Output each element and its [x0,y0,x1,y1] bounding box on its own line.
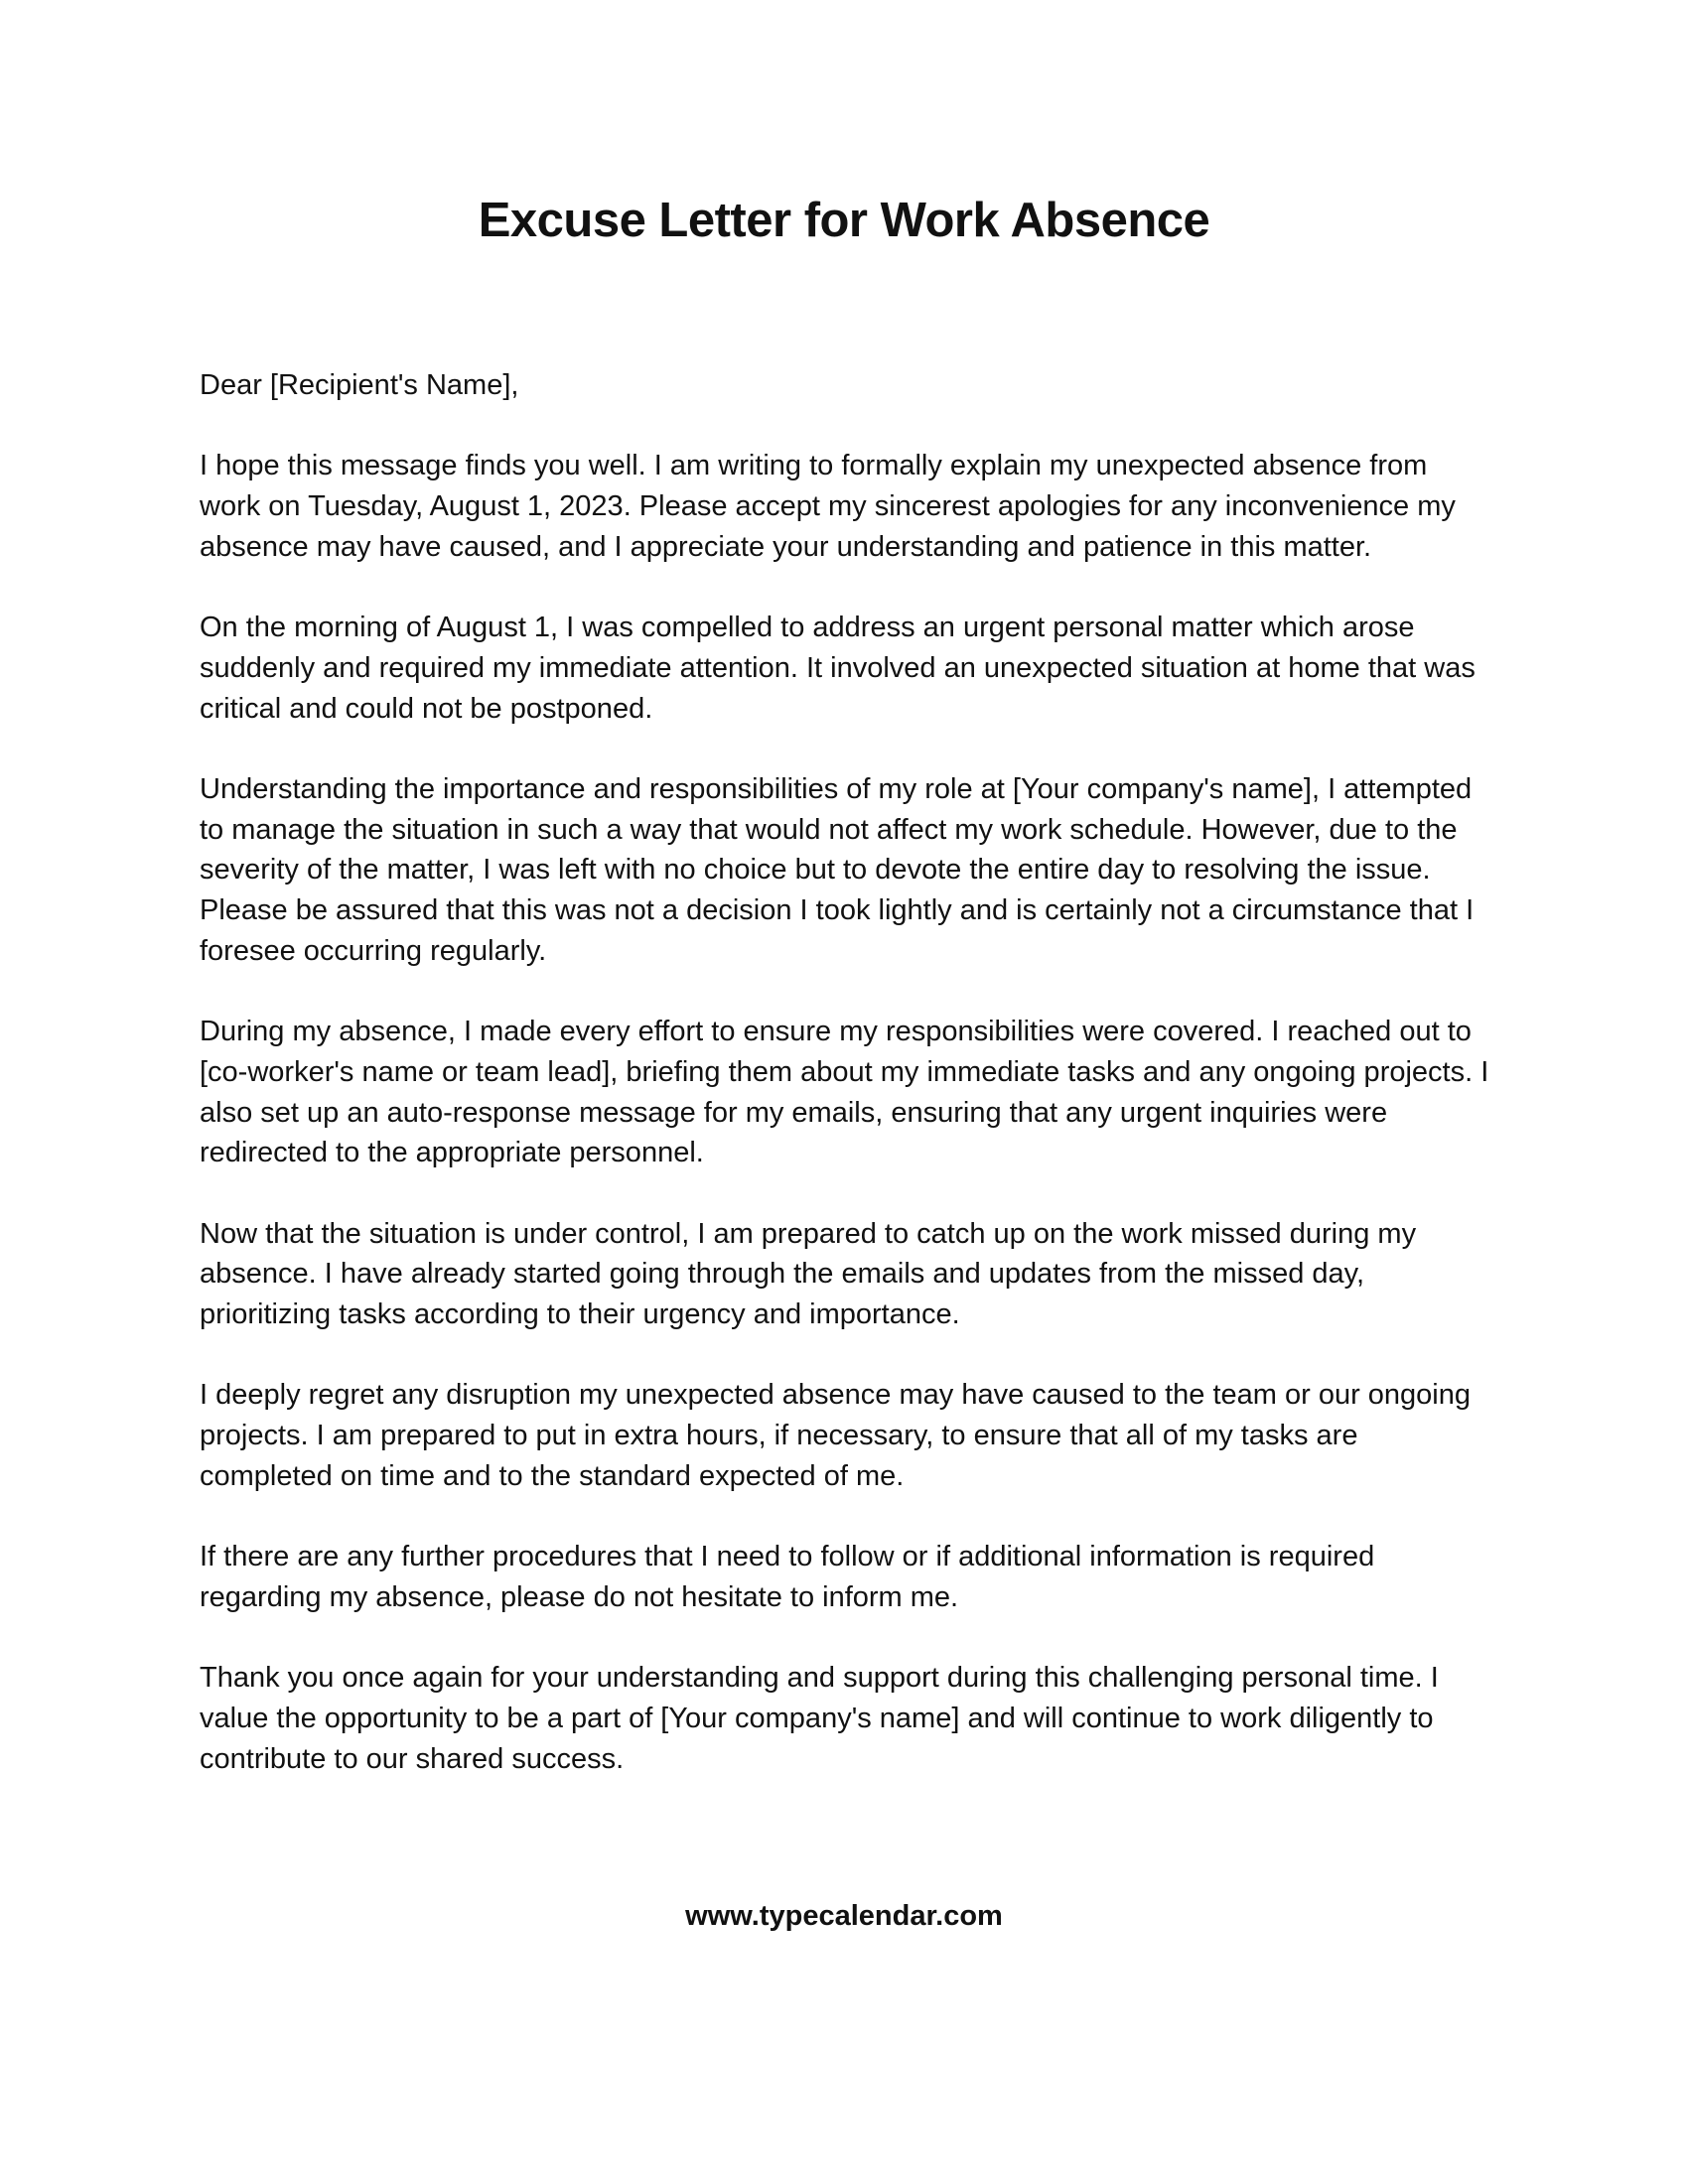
paragraph-2: On the morning of August 1, I was compelled to address an urgent personal matter which arose suddenly and required my immediate attention. It involved an unexpected situation at home that was critical and could not be postponed. [200,612,1476,725]
letter-body [200,365,1490,1820]
paragraph-5: Now that the situation is under control, I am prepared to catch up on the work missed during my absence. I have already started going through the emails and updates from the missed day, prioritizing tasks according to their urgency and importance. [200,1217,1417,1331]
salutation: Dear [Recipient's Name], [200,369,519,401]
paragraph-4: During my absence, I made every effort to ensure my responsibilities were covered. I reached out to [co-worker's name or team lead], briefing them about my immediate tasks and any ongoing projects. I also set up an auto-response message for my emails, ensuring that any urgent inquiries were redirected to the appropriate personnel. [200,1016,1489,1169]
paragraph-1: I hope this message finds you well. I am writing to formally explain my unexpected absence from work on Tuesday, August 1, 2023. Please accept my sincerest apologies for any inconvenience my absence may have caused, and I appreciate your understanding and patience in this matter. [200,450,1456,563]
page-title: Excuse Letter for Work Absence [478,194,1210,247]
paragraph-8: Thank you once again for your understanding and support during this challenging personal time. I value the opportunity to be a part of [Your company's name] and will continue to work diligently to contribute to our shared success. [200,1662,1439,1775]
paragraph-3: Understanding the importance and responsibilities of my role at [Your company's name], I attempted to manage the situation in such a way that would not affect my work schedule. However, due to the severity of the matter, I was left with no choice but to devote the entire day to resolving the issue. Please be assured that this was not a decision I took lightly and is certainly not a circumstance that I foresee occurring regularly. [200,772,1475,967]
paragraph-7: If there are any further procedures that I need to follow or if additional information is required regarding my absence, please do not hesitate to inform me. [200,1541,1375,1613]
paragraph-6: I deeply regret any disruption my unexpected absence may have caused to the team or our ongoing projects. I am prepared to put in extra hours, if necessary, to ensure that all of my tasks are completed on time and to the standard expected of me. [200,1379,1472,1492]
footer-website: www.typecalendar.com [685,1900,1003,1932]
